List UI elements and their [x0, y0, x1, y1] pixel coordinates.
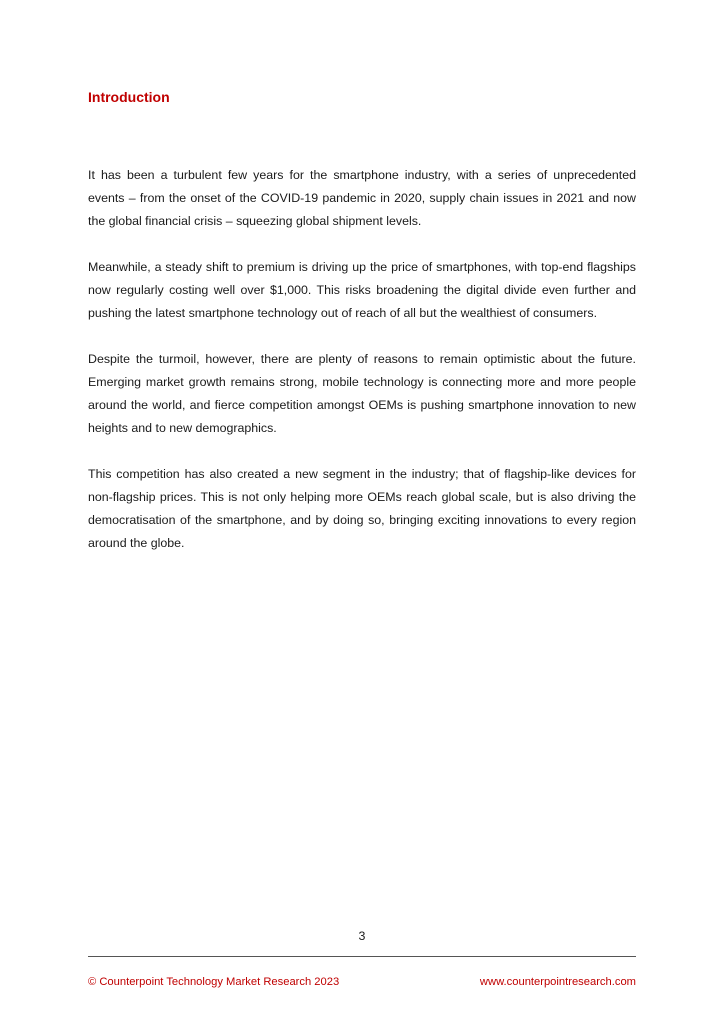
paragraph: Despite the turmoil, however, there are plenty of reasons to remain optimistic about the future. Emerging market growth remains strong, mobile technology is connecting more and more people around the world, and fierce competition amongst OEMs is pushing smartphone innovation to new heights and to new demographics. — [88, 352, 636, 435]
page-number: 3 — [358, 929, 366, 943]
footer-copyright: © Counterpoint Technology Market Research 2023 — [88, 976, 340, 988]
footer-website-link[interactable]: www.counterpointresearch.com — [479, 976, 636, 988]
body-text — [88, 164, 636, 578]
section-heading: Introduction — [88, 89, 170, 105]
paragraph: This competition has also created a new segment in the industry; that of flagship-like devices for non-flagship prices. This is not only helping more OEMs reach global scale, but is also driving the democratisation of the smartphone, and by doing so, bringing exciting innovations to every region around the globe. — [88, 467, 636, 550]
paragraph: It has been a turbulent few years for the smartphone industry, with a series of unprecedented events – from the onset of the COVID-19 pandemic in 2020, supply chain issues in 2021 and now the global financial crisis – squeezing global shipment levels. — [88, 168, 636, 228]
footer-divider — [88, 956, 636, 957]
paragraph: Meanwhile, a steady shift to premium is driving up the price of smartphones, with top-end flagships now regularly costing well over $1,000. This risks broadening the digital divide even further and pushing the latest smartphone technology out of reach of all but the wealthiest of consumers. — [88, 260, 636, 320]
